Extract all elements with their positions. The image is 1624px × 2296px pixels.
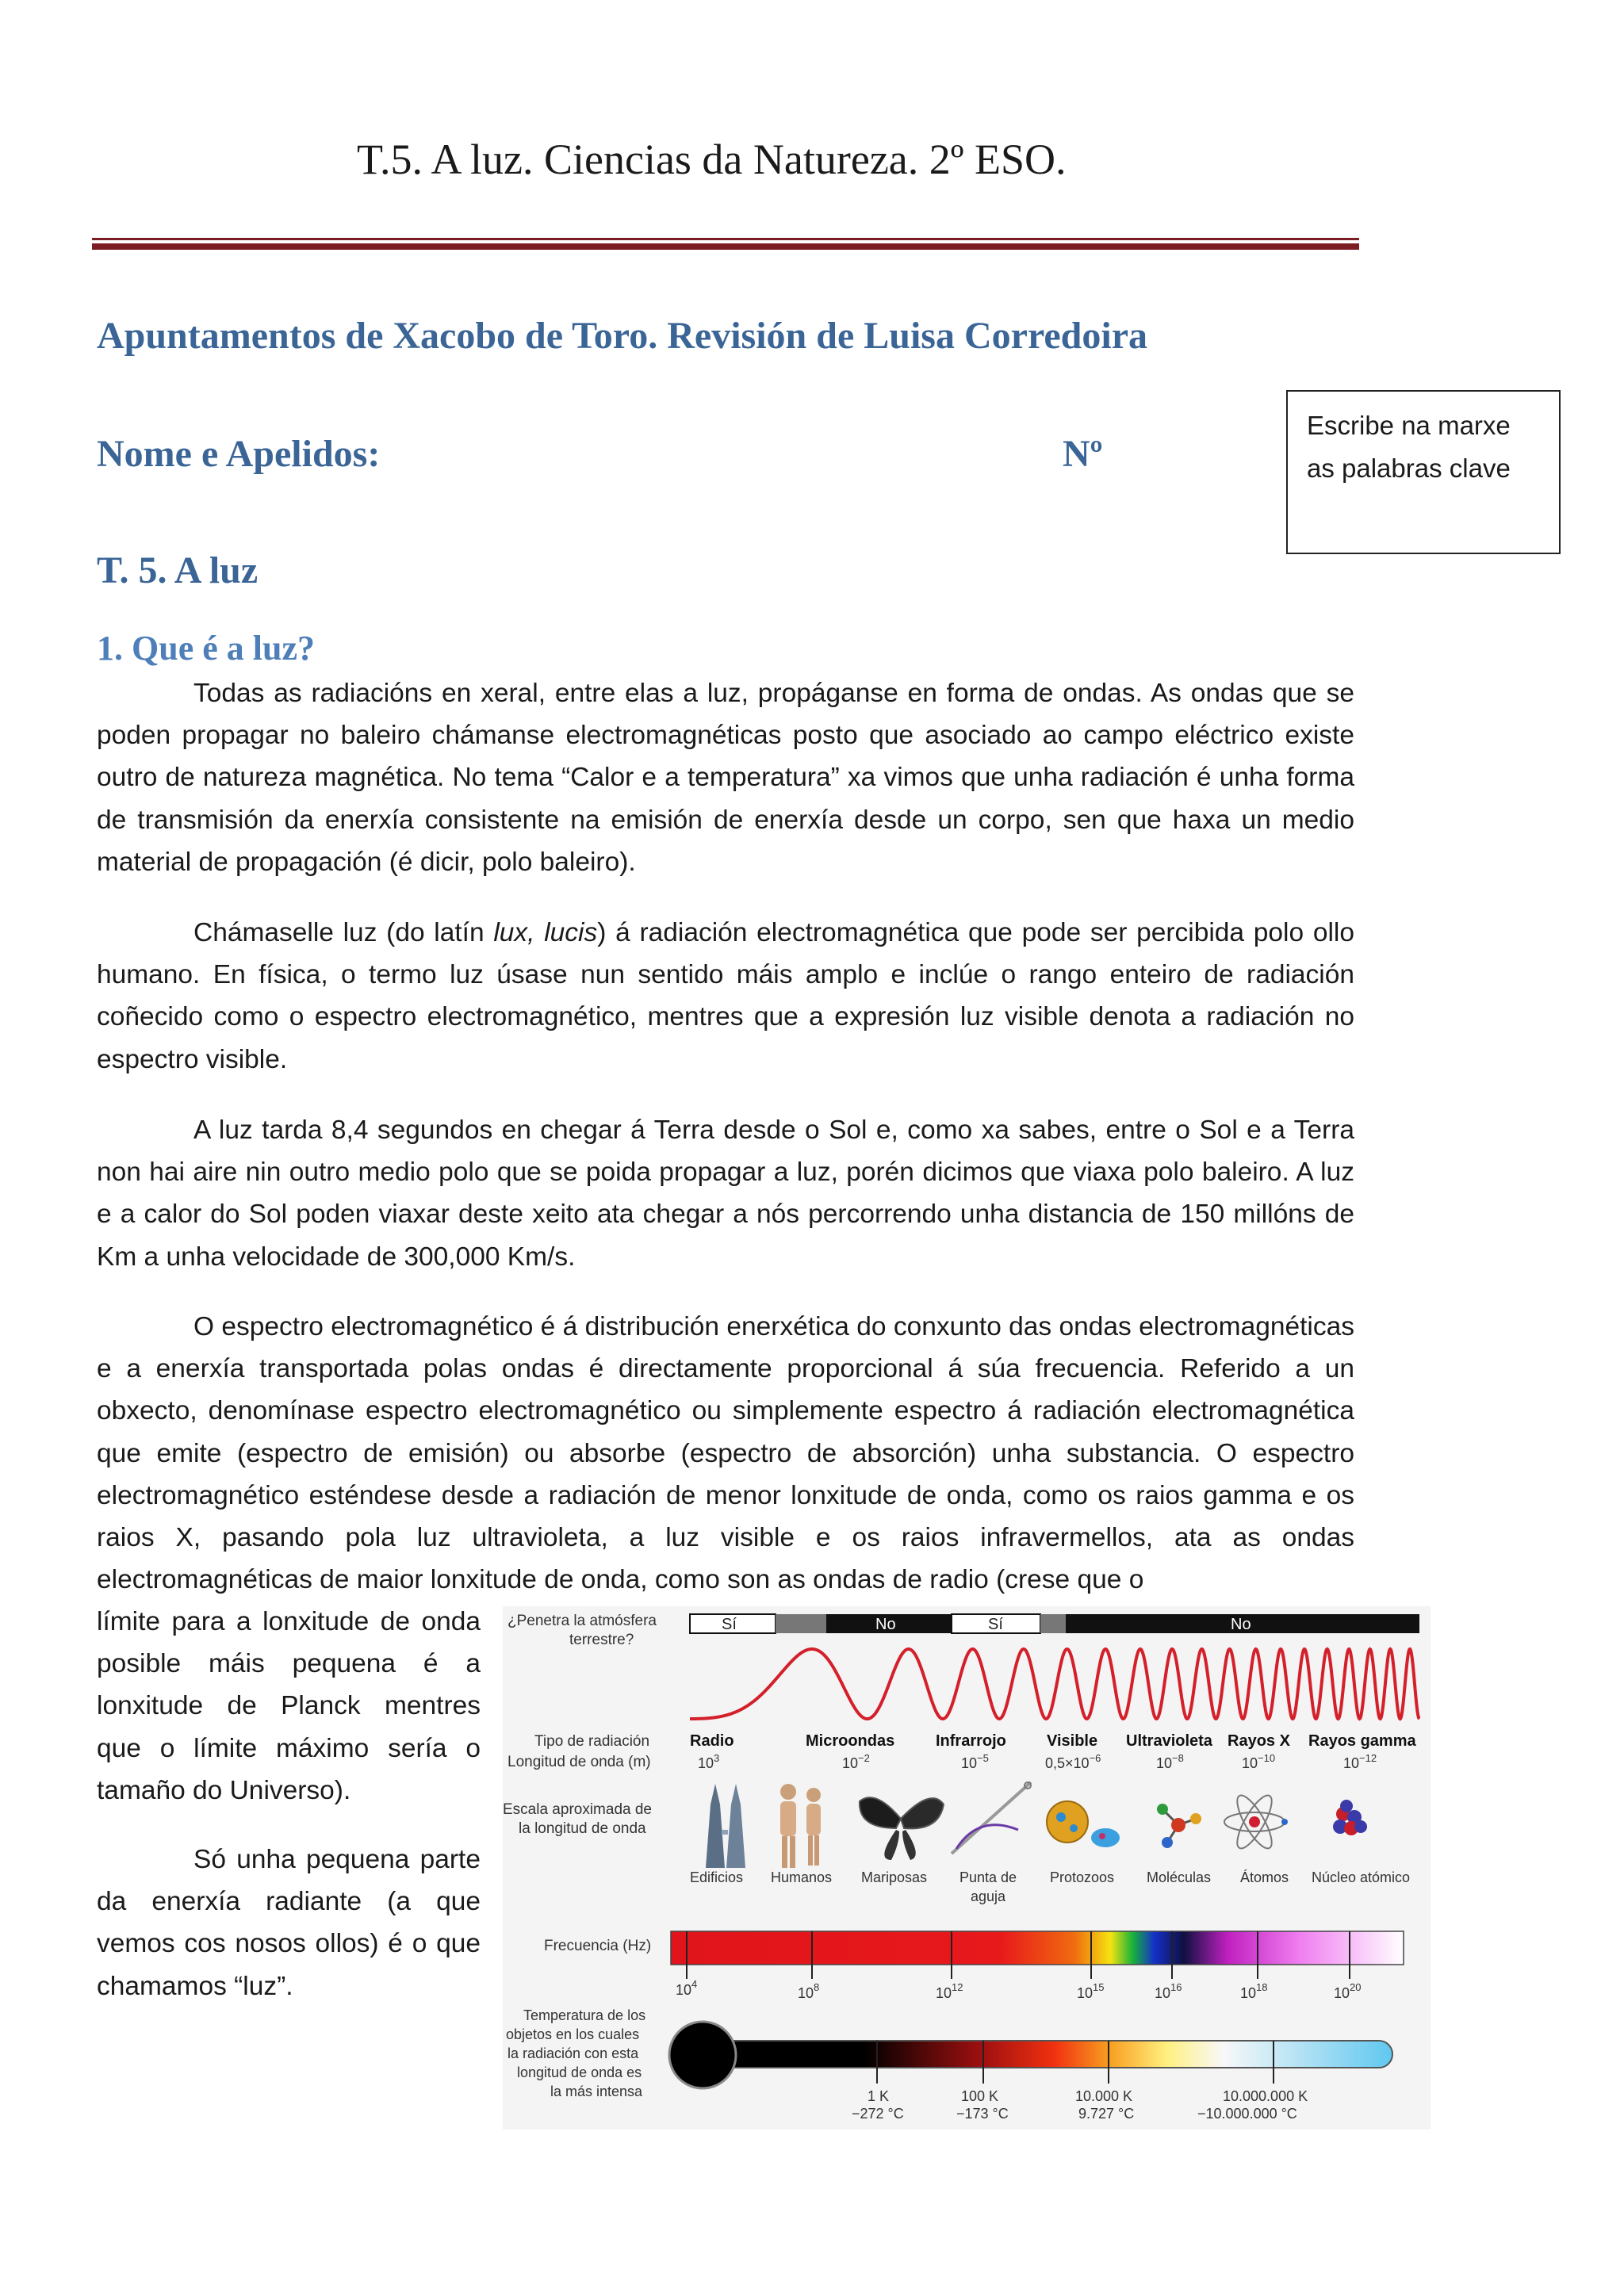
object-butterflies: Mariposas — [861, 1869, 928, 1885]
temp-3-k: 10.000 K — [1075, 2088, 1133, 2104]
wl-visible: $0,5\times 10^{-6}$ — [1045, 1752, 1101, 1771]
type-xrays: Rayos X — [1228, 1732, 1290, 1750]
wl-infrared: $10^{-5}$ — [961, 1752, 989, 1771]
temperature-values — [852, 2088, 1308, 2122]
object-buildings: Edificios — [690, 1869, 744, 1885]
wl-xrays: $10^{-10}$ — [1242, 1752, 1276, 1771]
margin-box-line-2: as palabras clave — [1307, 453, 1511, 483]
object-atoms: Átomos — [1240, 1869, 1289, 1885]
paragraph-5-text: Só unha pequena parte da enerxía radiante (a que vemos cos nosos ollos) é o que chamamos “luz”. — [97, 1845, 481, 2001]
wavelength-label: Longitud de onda (m) — [508, 1754, 651, 1770]
type-microwaves: Microondas — [806, 1732, 895, 1750]
header-rule-thin — [92, 238, 1359, 240]
butterfly-icon — [860, 1797, 944, 1860]
temp-2-k: 100 K — [961, 2088, 999, 2104]
authors-line: Apuntamentos de Xacobo de Toro. Revisión de Luisa Corredoira — [97, 315, 1148, 357]
paragraph-1-text: Todas as radiacións en xeral, entre elas a luz, propáganse en forma de ondas. As ondas que se poden propagar no baleiro chámanse electromagnéticas posto que asociado ao campo eléctrico existe outro de natureza magnética. No tema “Calor e a temperatura” xa vimos que unha radiación é unha forma de transmisión da enerxía consistente na emisión de enerxía desde un corpo, sen que haxa un medio material de propagación (é dicir, polo baleiro). — [97, 679, 1354, 877]
section-title: T. 5. A luz — [97, 549, 259, 591]
object-nucleus: Núcleo atómico — [1312, 1869, 1411, 1885]
temp-label-1: Temperatura de los — [523, 2007, 646, 2023]
name-label: Nome e Apelidos: — [97, 433, 381, 475]
molecules-icon — [1157, 1804, 1201, 1848]
atmosphere-no-1: No — [875, 1616, 896, 1633]
atom-icon — [1224, 1791, 1288, 1853]
type-ultraviolet: Ultravioleta — [1126, 1732, 1212, 1750]
freq-1: $10^4$ — [676, 1978, 698, 1998]
wl-microwaves: $10^{-2}$ — [842, 1752, 870, 1771]
atmosphere-seg-2 — [776, 1614, 826, 1633]
temp-label-4: longitud de onda es — [517, 2064, 642, 2080]
type-label: Tipo de radiación — [534, 1733, 650, 1750]
temp-4-c: −10.000.000 °C — [1197, 2106, 1297, 2122]
atmosphere-label-1: ¿Penetra la atmósfera — [508, 1613, 657, 1629]
temp-label-3: la radiación con esta — [508, 2045, 639, 2061]
wave-curve — [690, 1649, 1419, 1719]
header-rule-thick — [92, 243, 1359, 250]
object-molecules: Moléculas — [1147, 1869, 1212, 1885]
frequency-label: Frecuencia (Hz) — [544, 1938, 652, 1954]
temp-label-5: la más intensa — [550, 2084, 643, 2099]
paragraph-3-text: A luz tarda 8,4 segundos en chegar á Terra desde o Sol e, como xa sabes, entre o Sol e a Terra non hai aire nin outro medio polo que se poida propagar a luz, porén dicimos que viaxa polo baleiro. A luz e a calor do Sol poden viaxar deste xeito ata chegar a nós percorrendo unha distancia de 150 millóns de Km a unha velocidade de 300,000 Km/s. — [97, 1115, 1354, 1272]
temp-4-k: 10.000.000 K — [1223, 2088, 1308, 2104]
object-protozoa: Protozoos — [1050, 1869, 1115, 1885]
needle-icon — [952, 1782, 1031, 1854]
freq-6: $10^{18}$ — [1240, 1981, 1268, 2001]
type-gamma: Rayos gamma — [1308, 1732, 1416, 1750]
paragraph-4 — [97, 1306, 1354, 1601]
document-title: T.5. A luz. Ciencias da Natureza. 2º ESO. — [357, 136, 1067, 183]
frequency-bar — [671, 1931, 1404, 1965]
temp-1-k: 1 K — [868, 2088, 890, 2104]
keywords-margin-box — [1286, 390, 1561, 554]
atmosphere-label-2: terrestre? — [569, 1632, 634, 1648]
freq-5: $10^{16}$ — [1155, 1981, 1182, 2001]
object-needle-2: aguja — [971, 1888, 1006, 1904]
scale-label-2: la longitud de onda — [519, 1820, 646, 1837]
thermometer-bulb — [669, 2022, 736, 2088]
paragraph-3 — [97, 1109, 1354, 1278]
paragraph-2-before: Chámaselle luz (do latín — [193, 918, 494, 947]
temp-label-2: objetos en los cuales — [506, 2026, 640, 2042]
wl-radio: $10^3$ — [698, 1752, 720, 1771]
frequency-values — [676, 1978, 1362, 2001]
electromagnetic-spectrum-diagram — [503, 1606, 1431, 2130]
freq-2: $10^8$ — [798, 1981, 820, 2001]
type-infrared: Infrarrojo — [936, 1732, 1006, 1750]
margin-box-line-1: Escribe na marxe — [1307, 411, 1511, 440]
radiation-types — [690, 1732, 1416, 1750]
wl-ultraviolet: $10^{-8}$ — [1156, 1752, 1184, 1771]
wl-gamma: $10^{-12}$ — [1343, 1752, 1377, 1771]
object-needle-1: Punta de — [959, 1869, 1017, 1885]
temp-1-c: −272 °C — [852, 2106, 904, 2122]
atmosphere-yes-2: Sí — [988, 1616, 1003, 1633]
freq-7: $10^{20}$ — [1334, 1981, 1362, 2001]
scale-label-1: Escala aproximada de — [503, 1801, 652, 1818]
temperature-bar — [687, 2041, 1392, 2068]
spectrum-svg — [503, 1606, 1431, 2130]
paragraph-2-latin: lux, lucis — [493, 918, 598, 947]
protozoa-icon — [1047, 1801, 1120, 1847]
type-visible: Visible — [1047, 1732, 1098, 1750]
subsection-title: 1. Que é a luz? — [97, 629, 315, 668]
temp-3-c: 9.727 °C — [1078, 2106, 1135, 2122]
freq-4: $10^{15}$ — [1077, 1981, 1105, 2001]
paragraph-4-text: O espectro electromagnético é á distribución enerxética do conxunto das ondas electromagnéticas e a enerxía transportada polas ondas é directamente proporcional á súa frecuencia. Referido a un obxecto, denomínase espectro electromagnético ou simplemente espectro á radiación electromagnética que emite (espectro de emisión) ou absorbe (espectro de absorción) unha substancia. O espectro electromagnético esténdese desde a radiación de menor lonxitude de onda, como os raios gamma e os raios X, pasando pola luz ultravioleta, a luz visible e os raios infravermellos, ata as ondas electromagnéticas de maior lonxitude de onda, como son as ondas de radio (crese que o — [97, 1312, 1354, 1595]
paragraph-4-continuation: límite para a lonxitude de onda posible máis pequena é a lonxitude de Planck mentres que o límite máximo sería o tamaño do Universo). — [97, 1607, 481, 1805]
paragraph-5 — [97, 1839, 481, 2007]
buildings-icon — [706, 1784, 745, 1868]
object-humans: Humanos — [771, 1869, 833, 1885]
paragraph-2 — [97, 912, 1354, 1081]
type-radio: Radio — [690, 1732, 734, 1750]
temp-2-c: −173 °C — [956, 2106, 1009, 2122]
number-label: Nº — [1063, 433, 1103, 475]
atmosphere-no-2: No — [1231, 1616, 1251, 1633]
paragraph-1 — [97, 672, 1354, 883]
wavelength-values — [698, 1752, 1377, 1771]
scale-object-labels — [690, 1869, 1410, 1904]
temperature-label — [506, 2007, 645, 2099]
atmosphere-seg-5 — [1040, 1614, 1066, 1633]
paragraph-2-after: ) á radiación electromagnética que pode ser percibida polo ollo humano. En física, o termo luz úsase nun sentido máis amplo e inclúe o rango enteiro de radiación coñecido como o espectro electromagnético, mentres que a expresión luz visible denota a radiación no espectro visible. — [97, 918, 1354, 1074]
nucleus-icon — [1333, 1800, 1367, 1835]
atmosphere-yes-1: Sí — [722, 1616, 737, 1633]
humans-icon — [780, 1784, 821, 1868]
freq-3: $10^{12}$ — [936, 1981, 963, 2001]
